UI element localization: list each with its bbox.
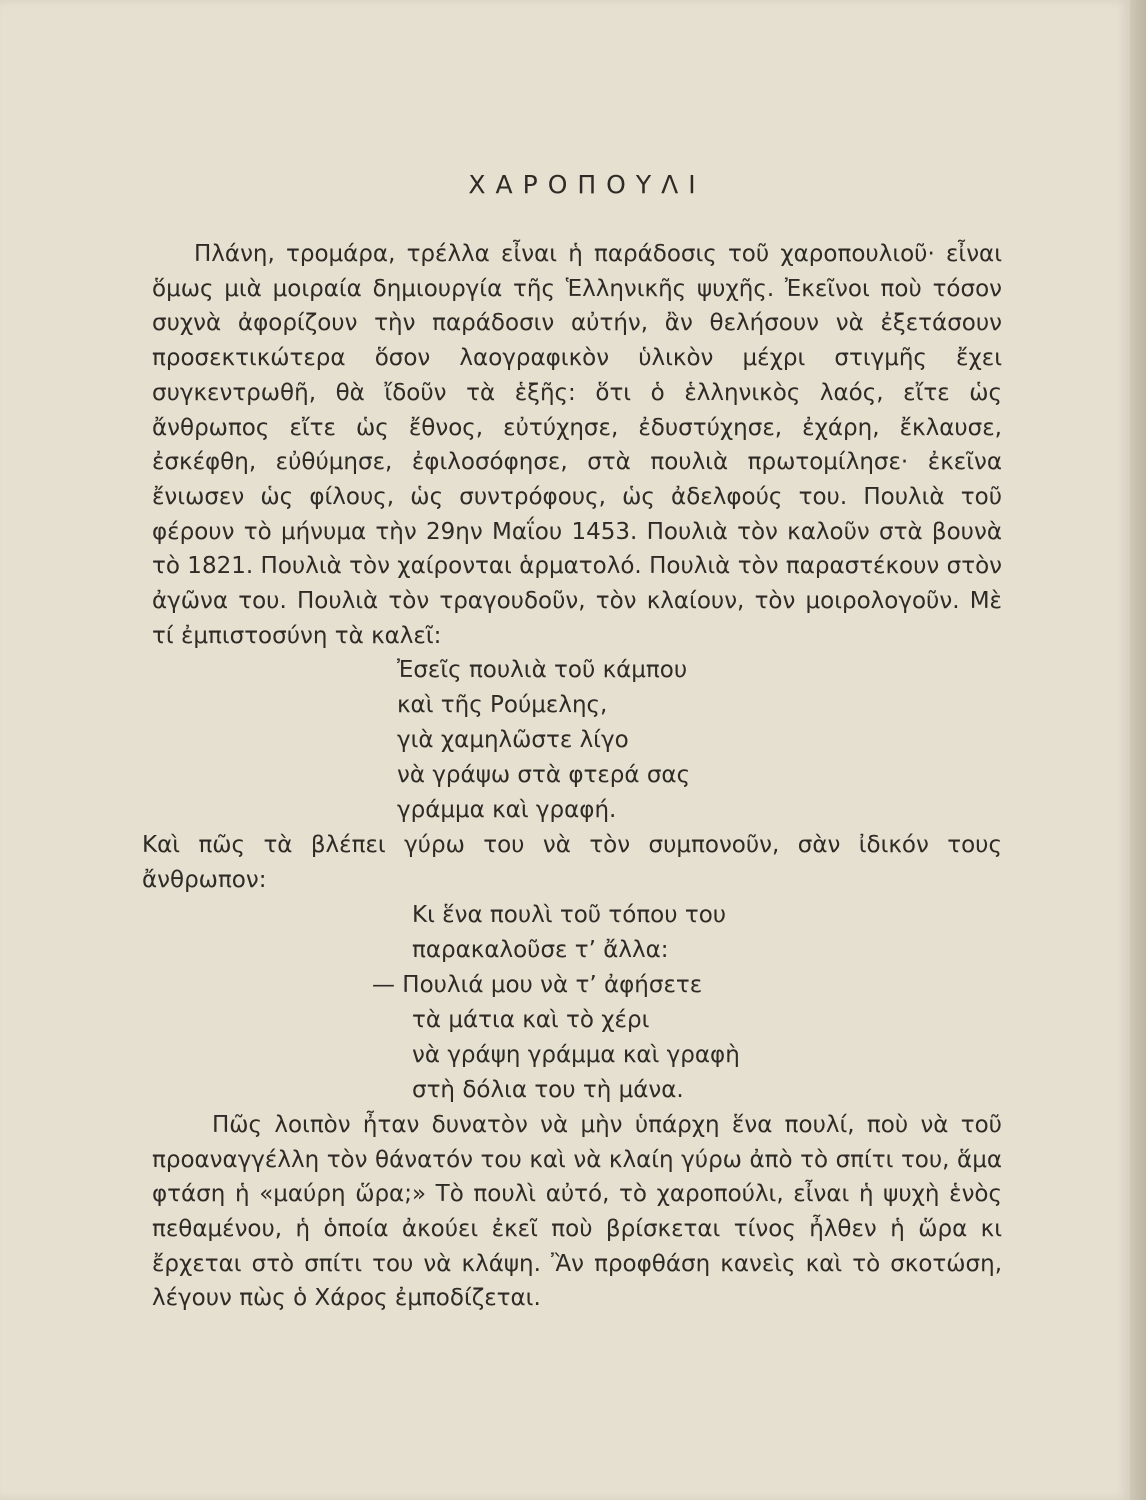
verse-line: Κι ἕνα πουλὶ τοῦ τόπου του bbox=[412, 901, 727, 928]
verse-stanza-1 bbox=[152, 653, 1002, 828]
verse-line: — Πουλιά μου νὰ τ’ ἀφήσετε bbox=[372, 971, 703, 998]
verse-line: καὶ τῆς Ρούμελης, bbox=[397, 692, 608, 719]
verse-line: Ἐσεῖς πουλιὰ τοῦ κάμπου bbox=[397, 657, 688, 684]
page-edge bbox=[1130, 0, 1146, 1500]
verse-line: παρακαλοῦσε τ’ ἄλλα: bbox=[412, 936, 669, 963]
verse-line: τὰ μάτια καὶ τὸ χέρι bbox=[412, 1006, 650, 1033]
verse-line: νὰ γράψη γράμμα καὶ γραφὴ bbox=[412, 1041, 740, 1068]
verse-line: γράμμα καὶ γραφή. bbox=[397, 797, 617, 824]
verse-line: στὴ δόλια του τὴ μάνα. bbox=[412, 1076, 684, 1103]
paragraph-2: Καὶ πῶς τὰ βλέπει γύρω του νὰ τὸν συμπονοῦν, σὰν ἰδικόν τους ἄνθρωπον: bbox=[142, 832, 1002, 894]
paragraph-1: Πλάνη, τρομάρα, τρέλλα εἶναι ἡ παράδοσις τοῦ χαροπουλιοῦ· εἶναι ὅμως μιὰ μοιραία δημιουργία τῆς Ἑλληνικῆς ψυχῆς. Ἐκεῖνοι ποὺ τόσον συχνὰ ἀφορίζουν τὴν παράδοσιν αὐτήν, ἂν θελήσουν νὰ ἐξετάσουν προσεκτικώτερα ὅσον λαογραφικὸν ὑλικὸν μέχρι στιγμῆς ἔχει συγκεντρωθῆ, θὰ ἴδοῦν τὰ ἑξῆς: ὅτι ὁ ἑλληνικὸς λαός, εἴτε ὡς ἄνθρωπος εἴτε ὡς ἔθνος, εὐτύχησε, ἐδυστύχησε, ἐχάρη, ἔκλαυσε, ἐσκέφθη, εὐθύμησε, ἐφιλοσόφησε, στὰ πουλιὰ πρωτομίλησε· ἐκεῖνα ἔνιωσεν ὡς φίλους, ὡς συντρόφους, ὡς ἀδελφούς του. Πουλιὰ τοῦ φέρουν τὸ μήνυμα τὴν 29ην Μαΐου 1453. Πουλιὰ τὸν καλοῦν στὰ βουνὰ τὸ 1821. Πουλιὰ τὸν χαίρονται ἁρματολό. Πουλιὰ τὸν παραστέκουν στὸν ἀγῶνα του. Πουλιὰ τὸν τραγουδοῦν, τὸν κλαίουν, τὸν μοιρολογοῦν. Μὲ τί ἐμπιστοσύνη τὰ καλεῖ: bbox=[152, 241, 1002, 649]
verse-line: νὰ γράψω στὰ φτερά σας bbox=[397, 762, 691, 789]
page-title: ΧΑΡΟΠΟΥΛΙ bbox=[468, 170, 706, 199]
verse-line: γιὰ χαμηλῶστε λίγο bbox=[397, 727, 629, 754]
verse-stanza-2 bbox=[152, 898, 1002, 1108]
paragraph-3: Πῶς λοιπὸν ἦταν δυνατὸν νὰ μὴν ὑπάρχη ἕνα πουλί, ποὺ νὰ τοῦ προαναγγέλλη τὸν θάνατόν του καὶ νὰ κλαίη γύρω ἀπὸ τὸ σπίτι του, ἅμα φτάση ἡ «μαύρη ὥρα;» Τὸ πουλὶ αὐτό, τὸ χαροπούλι, εἶναι ἡ ψυχὴ ἑνὸς πεθαμένου, ἡ ὁποία ἀκούει ἐκεῖ ποὺ βρίσκεται τίνος ἦλθεν ἡ ὥρα κι ἔρχεται στὸ σπίτι του νὰ κλάψη. Ἂν προφθάση κανεὶς καὶ τὸ σκοτώση, λέγουν πὼς ὁ Χάρος ἐμποδίζεται. bbox=[152, 1111, 1002, 1312]
page-body bbox=[142, 170, 1002, 1316]
